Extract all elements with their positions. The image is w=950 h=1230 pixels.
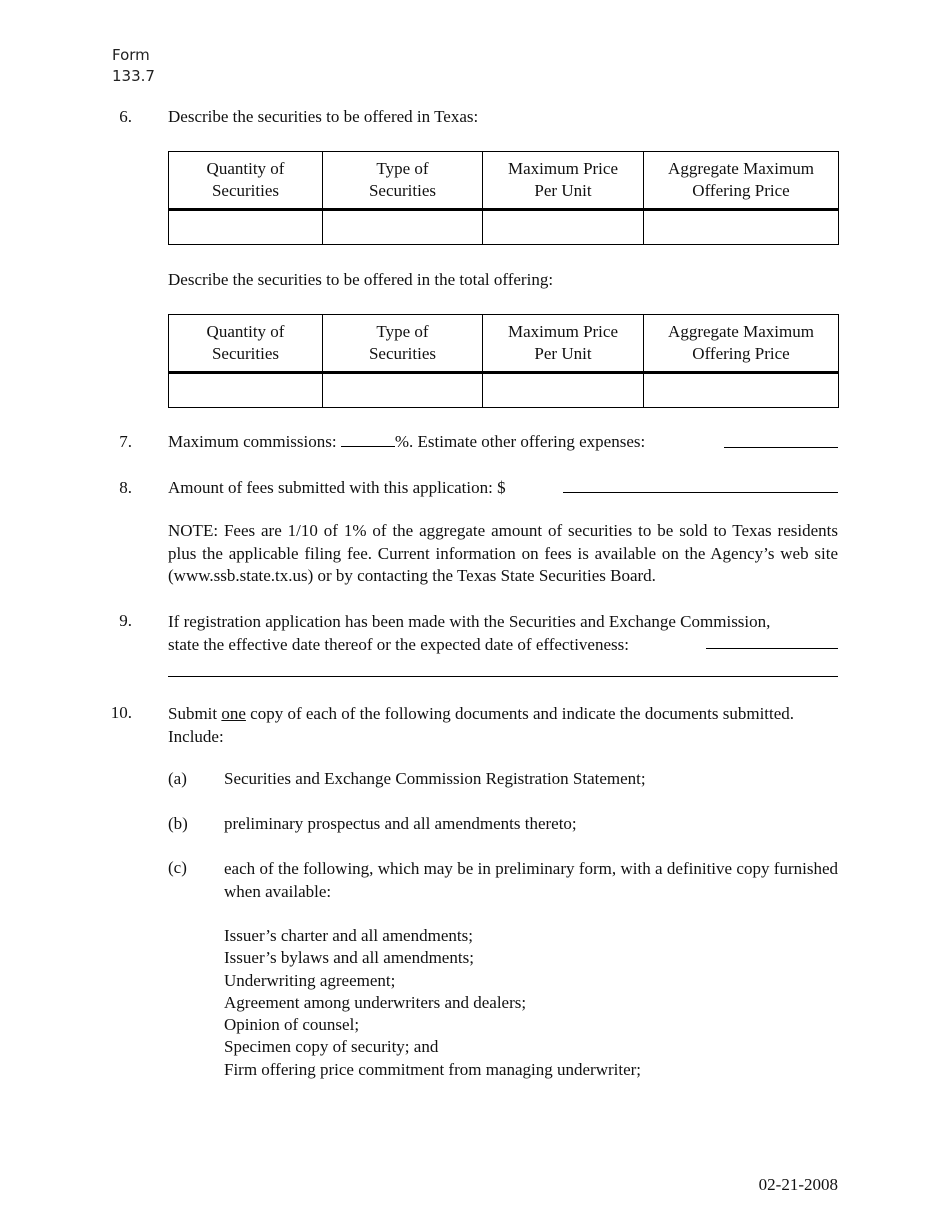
item10-include: Include: <box>168 726 224 746</box>
col-max-price: Maximum Price Per Unit <box>483 315 644 373</box>
item7-label: Maximum commissions: <box>168 432 337 451</box>
item8-text: Amount of fees submitted with this application: $ <box>168 478 506 497</box>
revision-date: 02-21-2008 <box>758 1175 838 1194</box>
item10-instruction: copy of each of the following documents and indicate the documents submitted. <box>250 704 795 723</box>
item9-text <box>168 611 838 656</box>
col-quantity: Quantity of Securities <box>169 315 323 373</box>
list-item: Agreement among underwriters and dealers; <box>224 992 527 1012</box>
table-header-row <box>169 315 839 373</box>
other-expenses-field[interactable] <box>724 447 838 448</box>
quantity-field[interactable] <box>169 373 323 408</box>
fees-amount-field[interactable] <box>563 492 838 493</box>
max-price-field[interactable] <box>483 210 644 245</box>
col-aggregate: Aggregate Maximum Offering Price <box>644 152 839 210</box>
table-header-row <box>169 152 839 210</box>
sub-item-text-b: preliminary prospectus and all amendments thereto; <box>224 814 577 833</box>
item9-line1: If registration application has been made with the Securities and Exchange Commission, <box>168 612 771 631</box>
commission-percent-field[interactable] <box>341 432 395 447</box>
sub-item-label-c: (c) <box>168 858 187 877</box>
type-field[interactable] <box>323 373 483 408</box>
texas-securities-table <box>168 151 839 245</box>
col-max-price: Maximum Price Per Unit <box>483 152 644 210</box>
col-type: Type of Securities <box>323 152 483 210</box>
sub-item-text-c: each of the following, which may be in preliminary form, with a definitive copy furnished when available: <box>224 859 838 901</box>
quantity-field[interactable] <box>169 210 323 245</box>
effective-date-field[interactable] <box>706 648 838 649</box>
list-item: Issuer’s charter and all amendments; <box>224 926 473 945</box>
col-type: Type of Securities <box>323 315 483 373</box>
list-item: Issuer’s bylaws and all amendments; <box>224 948 474 968</box>
item9-line2: state the effective date thereof or the expected date of effectiveness: <box>168 634 629 654</box>
item7-label-expenses: %. Estimate other offering expenses: <box>394 432 646 451</box>
list-item: Opinion of counsel; <box>224 1015 360 1035</box>
form-label: Form <box>112 46 150 64</box>
col-quantity: Quantity of Securities <box>169 152 323 210</box>
list-item: Underwriting agreement; <box>224 970 396 990</box>
form-id <box>112 45 155 87</box>
sub-item-label-b: (b) <box>168 814 188 833</box>
list-item: Firm offering price commitment from managing underwriter; <box>224 1059 642 1079</box>
type-field[interactable] <box>323 210 483 245</box>
form-number: 133.7 <box>112 67 155 85</box>
col-aggregate: Aggregate Maximum Offering Price <box>644 315 839 373</box>
fees-note: NOTE: Fees are 1/10 of 1% of the aggregate amount of securities to be sold to Texas residents plus the applicable filing fee. Current information on fees is available on the Agency’s web site (www.ssb.state.tx.us) or by contacting the Texas State Securities Board. <box>168 521 838 585</box>
sub-item-label-a: (a) <box>168 769 187 788</box>
sub-item-text-a: Securities and Exchange Commission Registration Statement; <box>224 769 646 788</box>
max-price-field[interactable] <box>483 373 644 408</box>
item10-one: one <box>221 704 246 723</box>
item-number-9: 9. <box>119 611 132 630</box>
table-row <box>169 373 839 408</box>
total-offering-table <box>168 314 839 408</box>
list-item: Specimen copy of security; and <box>224 1037 439 1057</box>
document-list <box>224 925 641 1081</box>
item7-text <box>168 432 645 452</box>
item-number-6: 6. <box>119 107 132 126</box>
effective-date-field-line2[interactable] <box>168 676 838 677</box>
item-number-10: 10. <box>110 703 132 722</box>
aggregate-field[interactable] <box>644 210 839 245</box>
item10-text <box>168 703 838 748</box>
item-number-7: 7. <box>119 432 132 451</box>
table-row <box>169 210 839 245</box>
aggregate-field[interactable] <box>644 373 839 408</box>
item6-text: Describe the securities to be offered in Texas: <box>168 107 479 126</box>
item6-subtext: Describe the securities to be offered in the total offering: <box>168 270 554 289</box>
item-number-8: 8. <box>119 478 132 497</box>
item10-submit: Submit <box>168 704 218 723</box>
